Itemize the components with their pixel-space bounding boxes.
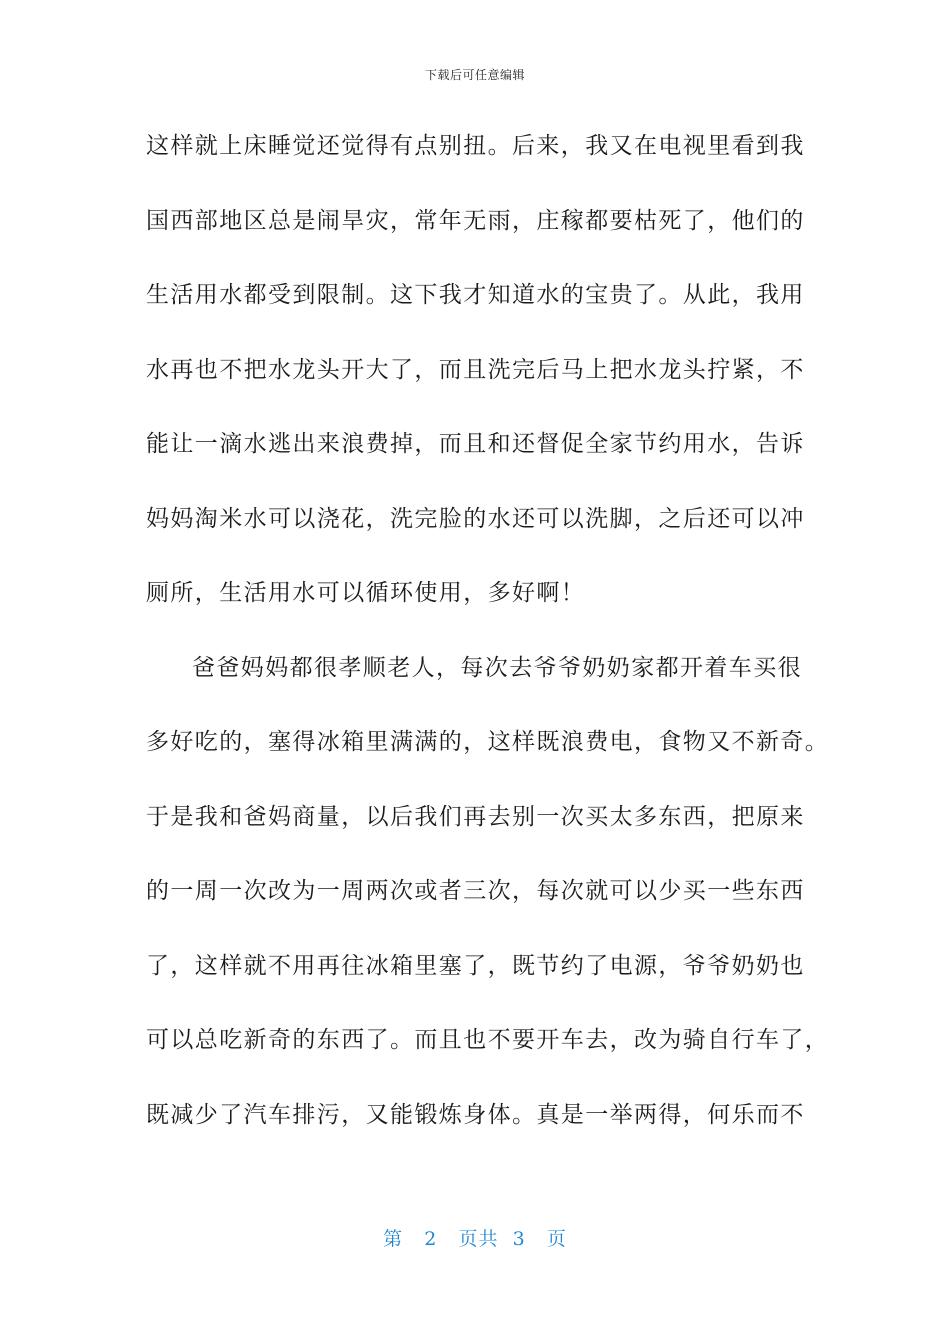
text-line: 爸爸妈妈都很孝顺老人，每次去爷爷奶奶家都开着车买很: [192, 654, 802, 681]
footer-suffix: 页: [546, 1228, 567, 1250]
text-line: 水再也不把水龙头开大了，而且洗完后马上把水龙头拧紧，不: [146, 356, 805, 383]
total-pages-number: 3: [512, 1228, 526, 1250]
text-line: 多好吃的，塞得冰箱里满满的，这样既浪费电，食物又不新奇。: [146, 729, 830, 755]
text-line: 能让一滴水逃出来浪费掉，而且和还督促全家节约用水，告诉: [146, 431, 805, 457]
text-line: 可以总吃新奇的东西了。而且也不要开车去，改为骑自行车了，: [146, 1027, 830, 1053]
text-line: 于是我和爸妈商量，以后我们再去别一次买太多东西，把原来: [146, 803, 805, 830]
text-line: 厕所，生活用水可以循环使用，多好啊！: [146, 580, 586, 606]
text-line: 的一周一次改为一周两次或者三次，每次就可以少买一些东西: [146, 878, 805, 904]
text-line: 生活用水都受到限制。这下我才知道水的宝贵了。从此，我用: [146, 282, 805, 308]
header-text: 下载后可任意编辑: [424, 68, 525, 82]
page-header: [0, 66, 950, 83]
document-body: [146, 120, 830, 1163]
current-page-number: 2: [424, 1228, 438, 1250]
text-line: 这样就上床睡觉还觉得有点别扭。后来，我又在电视里看到我: [146, 133, 805, 159]
footer-middle: 页共: [458, 1228, 499, 1250]
paragraph-1: [146, 120, 806, 642]
page-footer: [0, 1224, 950, 1251]
footer-prefix: 第: [383, 1228, 404, 1250]
text-line: 妈妈淘米水可以浇花，洗完脸的水还可以洗脚，之后还可以冲: [146, 505, 805, 532]
paragraph-2: [146, 642, 830, 1164]
text-line: 国西部地区总是闹旱灾，常年无雨，庄稼都要枯死了，他们的: [146, 207, 805, 234]
text-line: 既减少了汽车排污，又能锻炼身体。真是一举两得，何乐而不: [146, 1101, 805, 1128]
text-line: 了，这样就不用再往冰箱里塞了，既节约了电源，爷爷奶奶也: [146, 952, 805, 979]
